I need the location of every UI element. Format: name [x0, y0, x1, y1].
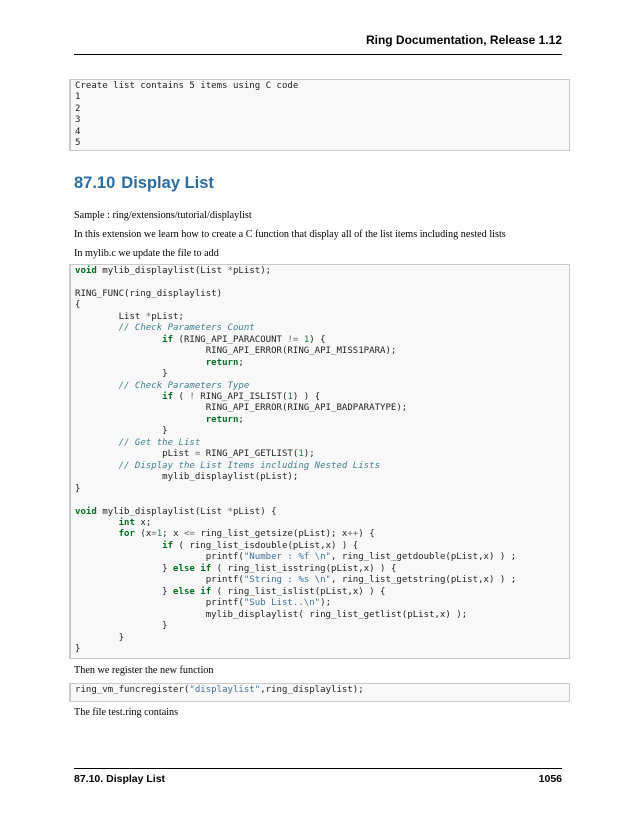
register-instruction-text: Then we register the new function: [74, 665, 214, 676]
code-line: if ( ! RING_API_ISLIST(1) ) {: [162, 391, 321, 402]
output-code-block: [70, 79, 570, 151]
footer-divider: [74, 768, 562, 769]
section-number: 87.10: [74, 174, 116, 192]
code-line: pList = RING_API_GETLIST(1);: [75, 449, 315, 460]
update-instruction-text: In mylib.c we update the file to add: [74, 248, 219, 259]
code-line: // Get the List: [118, 437, 201, 448]
section-heading-text: Display List: [121, 174, 214, 192]
sample-path-text: Sample : ring/extensions/tutorial/displaylist: [74, 210, 252, 221]
code-line: printf("Sub List..\n");: [75, 598, 332, 609]
code-line: printf("String : %s \n", ring_list_getstring(pList,x) ) ;: [75, 575, 517, 586]
code-line: int x;: [118, 517, 152, 528]
code-line: printf("Number : %f \n", ring_list_getdouble(pList,x) ) ;: [75, 552, 517, 563]
test-file-text: The file test.ring contains: [74, 707, 179, 718]
register-code-block: [70, 683, 570, 702]
code-line: }: [75, 483, 81, 494]
code-line: 3: [75, 115, 81, 126]
code-line: mylib_displaylist( ring_list_getlist(pList,x) );: [75, 609, 468, 620]
code-line: ring_vm_funcregister("displaylist",ring_displaylist);: [75, 685, 364, 695]
code-line: RING_API_ERROR(RING_API_BADPARATYPE);: [75, 403, 408, 414]
code-line: }: [75, 643, 81, 654]
code-line: }: [75, 369, 168, 380]
code-line: void mylib_displaylist(List *pList) {: [75, 506, 277, 517]
c-source-code-block: [70, 264, 570, 659]
code-line: {: [75, 300, 81, 311]
footer-section-label: 87.10. Display List: [74, 773, 166, 785]
code-line: // Check Parameters Count: [118, 323, 255, 334]
code-line: if (RING_API_PARACOUNT != 1) {: [162, 334, 326, 345]
code-line: return;: [205, 414, 244, 425]
header-divider: [74, 54, 562, 55]
section-heading: [74, 174, 214, 193]
code-line: 1: [75, 92, 81, 103]
code-line: // Check Parameters Type: [118, 380, 250, 391]
code-line: void mylib_displaylist(List *pList);: [75, 266, 272, 276]
code-line: 4: [75, 126, 81, 137]
code-line: RING_API_ERROR(RING_API_MISS1PARA);: [75, 346, 397, 357]
running-header-title: Ring Documentation, Release 1.12: [365, 33, 562, 47]
code-line: 2: [75, 103, 81, 114]
code-line: } else if ( ring_list_islist(pList,x) ) {: [75, 586, 386, 597]
code-line: RING_FUNC(ring_displaylist): [75, 288, 223, 299]
code-line: Create list contains 5 items using C code: [75, 81, 299, 91]
code-line: if ( ring_list_isdouble(pList,x) ) {: [162, 540, 359, 551]
code-line: 5: [75, 138, 81, 149]
code-line: return;: [205, 357, 244, 368]
code-line: } else if ( ring_list_isstring(pList,x) ) {: [75, 563, 397, 574]
page-number: 1056: [538, 773, 562, 785]
code-line: // Display the List Items including Nested Lists: [118, 460, 381, 471]
code-line: }: [75, 426, 168, 437]
code-line: List *pList;: [75, 311, 184, 322]
code-line: for (x=1; x <= ring_list_getsize(pList); x++) {: [118, 529, 375, 540]
intro-text: In this extension we learn how to create a C function that display all of the list items including nested lists: [74, 229, 506, 240]
code-line: }: [75, 632, 125, 643]
code-line: mylib_displaylist(pList);: [75, 472, 299, 483]
code-line: }: [75, 621, 168, 632]
